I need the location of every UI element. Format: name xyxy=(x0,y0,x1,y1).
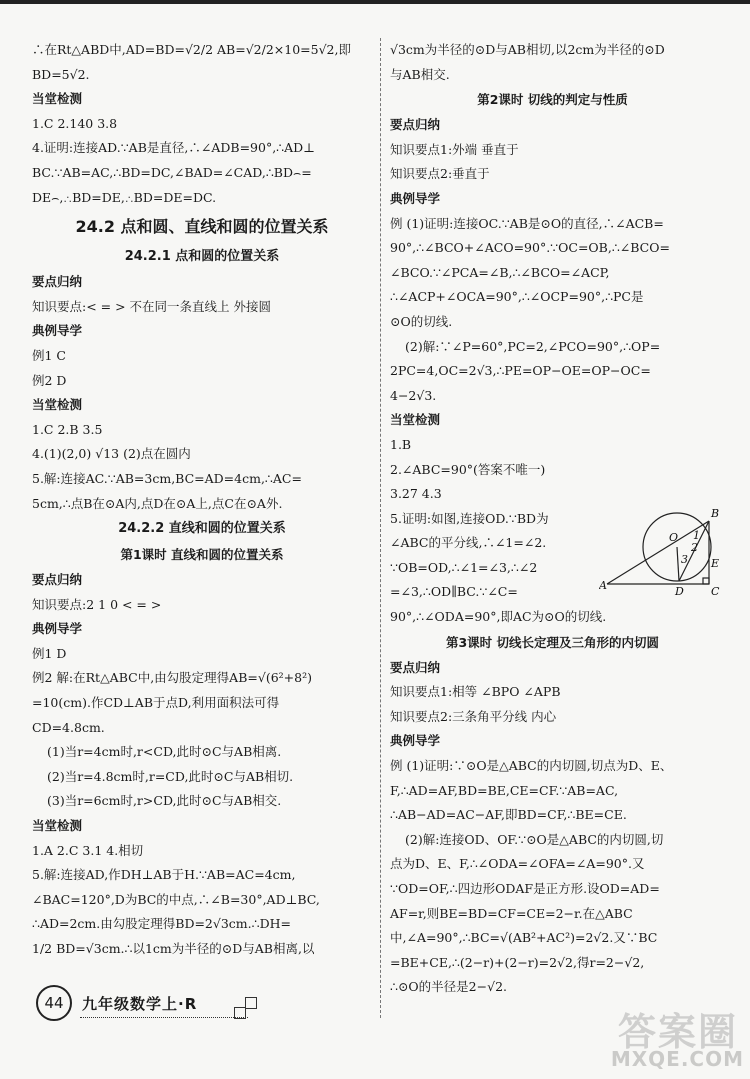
text-line: 例 (1)证明:∵⊙O是△ABC的内切圆,切点为D、E、 xyxy=(390,758,673,774)
text-line: 1.C 2.140 3.8 xyxy=(32,115,118,131)
section-heading: 典例导学 xyxy=(390,190,441,206)
text-line: 5.证明:如图,连接OD.∵BD为 xyxy=(390,510,549,526)
section-heading: 典例导学 xyxy=(32,621,83,637)
text-line: 1.B xyxy=(390,436,412,452)
text-line: 例1 D xyxy=(32,645,67,661)
section-heading: 要点归纳 xyxy=(32,274,83,290)
section-heading: 当堂检测 xyxy=(32,818,83,834)
text-line: ∴AB−AD=AC−AF,即BD=CF,∴BE=CE. xyxy=(390,807,627,823)
text-line: 5.解:连接AD,作DH⊥AB于H.∵AB=AC=4cm, xyxy=(32,867,296,883)
lesson-title: 第3课时 切线长定理及三角形的内切圆 xyxy=(445,634,660,650)
footer-deco-box xyxy=(245,997,257,1009)
text-line: CD=4.8cm. xyxy=(32,719,105,735)
subsection-title: 24.2.2 直线和圆的位置关系 xyxy=(118,521,286,537)
segment-od xyxy=(677,547,679,581)
figure-label: A xyxy=(599,578,607,592)
text-line: √3cm为半径的⊙D与AB相切,以2cm为半径的⊙D xyxy=(390,42,665,57)
text-line: F,∴AD=AF,BD=BE,CE=CF.∵AB=AC, xyxy=(390,782,619,798)
section-heading: 要点归纳 xyxy=(32,572,83,588)
geometry-figure xyxy=(599,501,725,597)
text-line: (2)当r=4.8cm时,r=CD,此时⊙C与AB相切. xyxy=(47,768,294,784)
figure-label: D xyxy=(675,584,684,597)
right-angle-mark xyxy=(703,578,709,584)
text-line: ∠ABC的平分线,∴∠1=∠2. xyxy=(390,535,547,551)
top-rule xyxy=(0,0,750,4)
text-line: (1)当r=4cm时,r<CD,此时⊙C与AB相离. xyxy=(47,744,282,760)
text-line: ∴⊙O的半径是2−√2. xyxy=(390,979,507,995)
section-heading: 典例导学 xyxy=(390,733,441,749)
column-divider xyxy=(380,38,381,1018)
figure-label: 2 xyxy=(691,540,698,554)
text-line: 例2 D xyxy=(32,372,67,388)
figure-label: 3 xyxy=(681,552,688,566)
text-line: 点为D、E、F,∴∠ODA=∠OFA=∠A=90°.又 xyxy=(390,856,645,872)
section-heading: 要点归纳 xyxy=(390,117,441,133)
text-line: 知识要点1:相等 ∠BPO ∠APB xyxy=(390,684,561,700)
watermark-logo: 答案圈 xyxy=(617,1010,738,1054)
text-line: 例 (1)证明:连接OC.∵AB是⊙O的直径,∴∠ACB= xyxy=(390,215,664,231)
figure-label: 1 xyxy=(693,528,700,542)
text-line: (3)当r=6cm时,r>CD,此时⊙C与AB相交. xyxy=(47,793,282,809)
figure-label: E xyxy=(711,556,720,570)
page-number: 44 xyxy=(36,985,72,1021)
text-line: (2)解:∵∠P=60°,PC=2,∠PCO=90°,∴OP= xyxy=(405,338,661,354)
text-line: 知识要点1:外端 垂直于 xyxy=(390,141,519,157)
text-line: 3.27 4.3 xyxy=(390,486,442,502)
section-heading: 要点归纳 xyxy=(390,659,441,675)
text-line: 知识要点:< = > 不在同一条直线上 外接圆 xyxy=(32,298,272,314)
text-line: 90°,∴∠BCO+∠ACO=90°.∵OC=OB,∴∠BCO= xyxy=(390,240,670,256)
text-line: 5cm,∴点B在⊙A内,点D在⊙A上,点C在⊙A外. xyxy=(32,495,283,511)
watermark-url: MXQE.COM xyxy=(610,1047,744,1071)
text-line: 知识要点2:三条角平分线 内心 xyxy=(390,708,557,724)
section-heading: 当堂检测 xyxy=(32,397,83,413)
text-line: (2)解:连接OD、OF.∵⊙O是△ABC的内切圆,切 xyxy=(405,831,664,847)
text-line: 4−2√3. xyxy=(390,387,437,403)
book-title: 九年级数学上·R xyxy=(82,995,198,1013)
subsection-title: 24.2.1 点和圆的位置关系 xyxy=(124,249,280,265)
text-line: BC.∵AB=AC,∴BD=DC,∠BAD=∠CAD,∴BD⌢= xyxy=(32,164,312,180)
text-line: ∴在Rt△ABD中,AD=BD=√2/2 AB=√2/2×10=5√2,即 xyxy=(32,42,351,57)
text-line: ∵OD=OF,∴四边形ODAF是正方形.设OD=AD= xyxy=(390,881,660,896)
text-line: =∠3,∴OD∥BC.∵∠C= xyxy=(390,584,518,600)
text-line: 4.(1)(2,0) √13 (2)点在圆内 xyxy=(32,446,191,462)
text-line: 中,∠A=90°,∴BC=√(AB²+AC²)=2√2.又∵BC xyxy=(390,930,658,946)
text-line: ⊙O的切线. xyxy=(390,313,453,329)
lesson-title: 第1课时 直线和圆的位置关系 xyxy=(120,547,284,563)
text-line: 知识要点2:垂直于 xyxy=(390,166,490,182)
text-line: ∠BAC=120°,D为BC的中点,∴∠B=30°,AD⊥BC, xyxy=(32,891,320,907)
text-line: 与AB相交. xyxy=(390,66,450,82)
text-line: 例2 解:在Rt△ABC中,由勾股定理得AB=√(6²+8²) xyxy=(32,670,312,686)
figure-label: B xyxy=(711,506,720,520)
text-line: 90°,∴∠ODA=90°,即AC为⊙O的切线. xyxy=(390,609,607,625)
watermark xyxy=(594,1001,744,1071)
text-line: 2PC=4,OC=2√3,∴PE=OP−OE=OP−OC= xyxy=(390,363,651,379)
text-line: 例1 C xyxy=(32,347,66,363)
page-footer xyxy=(36,985,266,1031)
left-column xyxy=(32,38,372,962)
text-line: =10(cm).作CD⊥AB于点D,利用面积法可得 xyxy=(32,695,280,711)
lesson-title: 第2课时 切线的判定与性质 xyxy=(477,92,628,108)
section-heading: 典例导学 xyxy=(32,323,83,339)
text-line: ∴∠ACP+∠OCA=90°,∴∠OCP=90°,∴PC是 xyxy=(390,289,644,305)
text-line: 知识要点:2 1 0 < = > xyxy=(32,596,162,612)
text-line: DE⌢,∴BD=DE,∴BD=DE=DC. xyxy=(32,189,217,205)
text-line: ∴AD=2cm.由勾股定理得BD=2√3cm.∴DH= xyxy=(32,916,291,932)
text-line: AF=r,则BE=BD=CF=CE=2−r.在△ABC xyxy=(390,905,633,921)
right-column xyxy=(390,38,720,1000)
text-line: ∠BCO.∵∠PCA=∠B,∴∠BCO=∠ACP, xyxy=(390,264,610,280)
text-line: 1/2 BD=√3cm.∴以1cm为半径的⊙D与AB相离,以 xyxy=(32,941,315,956)
figure-label: O xyxy=(669,530,679,544)
text-line: 4.证明:连接AD.∵AB是直径,∴∠ADB=90°,∴AD⊥ xyxy=(32,140,315,156)
text-line: 1.A 2.C 3.1 4.相切 xyxy=(32,842,144,858)
text-line: 2.∠ABC=90°(答案不唯一) xyxy=(390,461,546,477)
section-heading: 当堂检测 xyxy=(390,412,441,428)
footer-dotted-line xyxy=(80,1017,248,1018)
chapter-title: 24.2 点和圆、直线和圆的位置关系 xyxy=(75,217,329,237)
text-line: =BE+CE,∴(2−r)+(2−r)=2√2,得r=2−√2, xyxy=(390,954,645,970)
text-line: 1.C 2.B 3.5 xyxy=(32,421,103,437)
text-line: BD=5√2. xyxy=(32,66,90,82)
section-heading: 当堂检测 xyxy=(32,91,83,107)
text-line: ∵OB=OD,∴∠1=∠3,∴∠2 xyxy=(390,559,538,575)
figure-label: C xyxy=(711,584,720,597)
text-line: 5.解:连接AC.∵AB=3cm,BC=AD=4cm,∴AC= xyxy=(32,470,302,486)
